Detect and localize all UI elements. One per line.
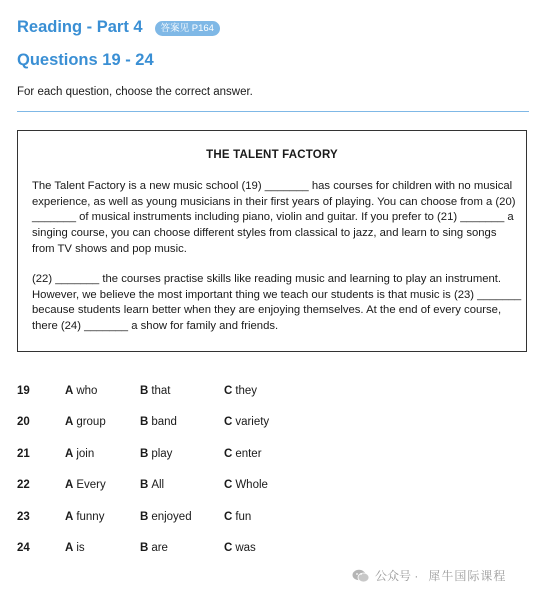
passage-paragraph-1: The Talent Factory is a new music school (19) _______ has courses for children with no musical experience, as well as young musicians in their first years of playing. You can choose from a (20) _______ of musical instruments including piano, violin and guitar. If you prefer to (21) _______ a singing course, you can choose different styles from classical to jazz, and learn to sing songs from TV shows and pop music. [32,180,516,255]
watermark [352,567,506,584]
option-b[interactable]: B play [140,448,173,460]
option-b[interactable]: B are [140,542,168,554]
option-c[interactable]: C was [224,542,256,554]
option-c[interactable]: C enter [224,448,262,460]
option-c[interactable]: C variety [224,416,270,428]
option-c[interactable]: C Whole [224,479,268,491]
option-a[interactable]: A who [65,385,98,397]
watermark-source: 犀牛国际课程 [428,569,507,583]
question-number: 22 [17,479,30,491]
option-a[interactable]: A Every [65,479,106,491]
question-number: 23 [17,511,30,523]
option-a[interactable]: A funny [65,511,105,523]
questions-heading: Questions 19 - 24 [17,51,154,69]
question-number: 24 [17,542,30,554]
option-a[interactable]: A join [65,448,95,460]
title-row [17,18,220,37]
passage-paragraph-2: (22) _______ the courses practise skills like reading music and learning to play an instrument. However, we believe the most important thing we teach our students is that music is (23) _______ because students learn better when they are enjoying themselves. At the end of every course, there (24) _______ a show for family and friends. [32,273,522,333]
question-number: 20 [17,416,30,428]
watermark-account: 公众号 · [375,569,419,583]
instruction-text: For each question, choose the correct answer. [17,86,253,98]
question-number: 21 [17,448,30,460]
option-b[interactable]: B enjoyed [140,511,192,523]
page-title: Reading - Part 4 [17,18,143,36]
option-c[interactable]: C fun [224,511,252,523]
option-a[interactable]: A is [65,542,85,554]
option-b[interactable]: B All [140,479,165,491]
divider [17,111,529,112]
passage-box [17,130,527,352]
option-c[interactable]: C they [224,385,258,397]
wechat-icon [352,569,370,583]
question-number: 19 [17,385,30,397]
answer-badge: 答案见 P164 [155,21,220,36]
passage-title: THE TALENT FACTORY [206,149,338,161]
option-b[interactable]: B band [140,416,177,428]
option-a[interactable]: A group [65,416,106,428]
option-b[interactable]: B that [140,385,171,397]
